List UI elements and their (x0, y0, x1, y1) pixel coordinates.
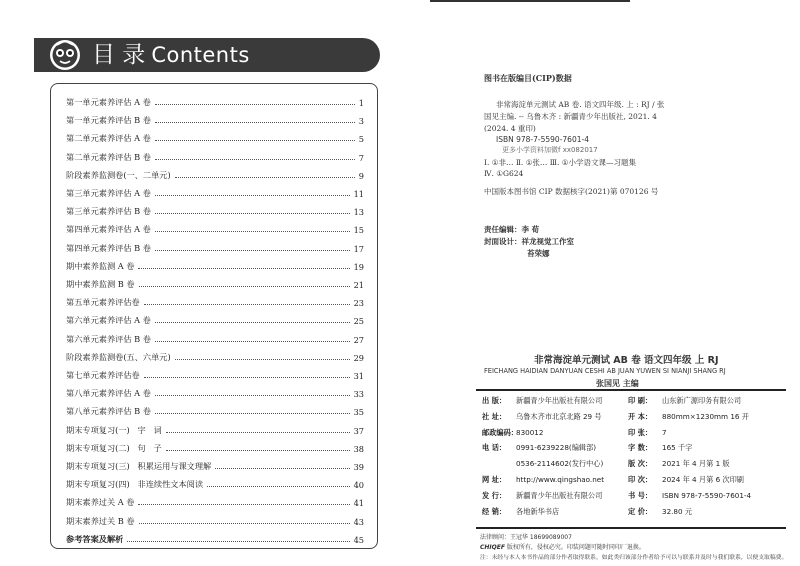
publication-field-label: 网 址： (482, 475, 507, 484)
cip-line5: Ⅰ. ①非… Ⅱ. ①张… Ⅲ. ①小学语文课—习题集 (484, 158, 637, 167)
toc-item[interactable] (66, 456, 364, 472)
toc-item-page: 5 (358, 134, 364, 145)
toc-leader-dots (207, 486, 350, 487)
toc-item-title: 第七单元素养评估卷 (66, 370, 140, 380)
publication-field (482, 475, 604, 485)
toc-item-page: 37 (353, 425, 364, 436)
toc-item-page: 41 (353, 498, 364, 509)
toc-item[interactable] (66, 201, 364, 217)
toc-leader-dots (155, 122, 355, 123)
toc-item[interactable] (66, 347, 364, 363)
book-pinyin: FEICHANG HAIDIAN DANYUAN CESHI AB JUAN YUWEN SI NIANJI SHANG RJ (484, 367, 726, 375)
publication-field-label: 发 行： (482, 490, 507, 500)
toc-item[interactable] (66, 92, 364, 108)
toc-item-page: 45 (353, 534, 364, 545)
publication-field (628, 475, 744, 485)
toc-item-title: 第五单元素养评估卷 (66, 297, 140, 308)
toc-item[interactable] (66, 165, 364, 181)
toc-leader-dots (155, 413, 350, 414)
toc-item-title: 期中素养监测 A 卷 (66, 260, 135, 271)
mascot-icon (48, 38, 82, 72)
toc-item-title: 第八单元素养评估 B 卷 (66, 406, 151, 417)
toc-item[interactable] (66, 274, 364, 290)
toc-leader-dots (166, 450, 350, 451)
toc-item[interactable] (66, 383, 364, 399)
copyright-text: 版权所有，侵权必究。印装问题可随时同印厂退换。 (506, 544, 645, 551)
toc-item[interactable] (66, 420, 364, 436)
toc-item[interactable] (66, 492, 364, 508)
toc-item[interactable] (66, 110, 364, 126)
toc-item-title: 第六单元素养评估 A 卷 (66, 315, 151, 326)
legal-advisor: 法律顾问：王冠华 18699089007 (480, 534, 572, 541)
publication-field-value: 新疆青少年出版社有限公司 (516, 490, 603, 500)
book-chief-editor: 张国见 主编 (596, 379, 639, 388)
toc-leader-dots (139, 286, 350, 287)
publication-field (628, 507, 692, 517)
toc-item-title: 期末素养过关 B 卷 (66, 515, 135, 526)
toc-leader-dots (127, 541, 349, 542)
toc-item-title: 期末专项复习(二) 句 子 (66, 442, 162, 453)
book-title: 非常海淀单元测试 AB 卷 语文四年级 上 RJ (534, 355, 719, 366)
publication-field-value: http://www.qingshao.net (516, 475, 605, 484)
publication-field (482, 412, 602, 422)
toc-item[interactable] (66, 256, 364, 272)
publication-field (482, 428, 543, 438)
toc-item[interactable] (66, 147, 364, 163)
toc-leader-dots (175, 177, 355, 178)
publication-field-label: 印 张： (628, 427, 653, 437)
cip-watermark: 更多小学资料加微f xx082017 (502, 146, 598, 154)
toc-leader-dots (155, 213, 350, 214)
pub-bottom-rule (476, 527, 786, 529)
toc-item[interactable] (66, 511, 364, 527)
toc-leader-dots (138, 504, 349, 505)
author-notice: 注：未经与本人本书作品的部分作者取得联系，如此类归该部分作者给予可以与联系并及时与我们联系，以便支取稿费。 (480, 555, 788, 561)
toc-item-page: 3 (358, 116, 364, 127)
toc-item-title: 阶段素养监测卷(五、六单元) (66, 351, 171, 362)
publication-field-value: 2021 年 4 月第 1 版 (662, 459, 730, 469)
toc-item-title: 第三单元素养评估 A 卷 (66, 188, 151, 198)
publication-field (628, 491, 751, 501)
publication-field-label: 电 话： (482, 443, 507, 453)
toc-item[interactable] (66, 310, 364, 326)
publication-field (482, 459, 603, 469)
toc-item[interactable] (66, 401, 364, 417)
toc-item-page: 35 (353, 407, 364, 418)
publication-field-label: 经 销： (482, 506, 507, 516)
toc-item[interactable] (66, 128, 364, 144)
toc-leader-dots (155, 322, 350, 323)
toc-item-title: 参考答案及解析 (66, 533, 124, 544)
toc-item-page: 38 (353, 443, 364, 454)
toc-leader-dots (166, 432, 350, 433)
chiqef-logo: CHIQEF (480, 544, 505, 551)
publication-field-label: 印 刷： (628, 396, 653, 405)
publication-field-value: 0991-6239228(编辑部) (516, 443, 597, 453)
publication-field-value: 2024 年 4 月第 6 次印刷 (662, 475, 744, 484)
cip-line6: Ⅳ. ①G624 (484, 169, 524, 178)
publication-field-value: 32.80 元 (662, 506, 693, 516)
toc-item-title: 第一单元素养评估 B 卷 (66, 115, 151, 126)
publication-field-value: 各地新华书店 (516, 506, 560, 516)
toc-item-title: 第四单元素养评估 A 卷 (66, 224, 151, 235)
publication-field-value: 830012 (516, 427, 544, 437)
publication-field (628, 396, 741, 406)
toc-leader-dots (155, 104, 355, 105)
toc-title-cn: 目 录 (92, 42, 146, 68)
publication-field-value: 7 (662, 427, 667, 437)
toc-leader-dots (175, 359, 350, 360)
toc-item-page: 25 (353, 316, 364, 327)
toc-leader-dots (144, 304, 350, 305)
publication-field (628, 428, 667, 438)
publication-field (628, 443, 692, 453)
toc-item[interactable] (66, 474, 364, 490)
publication-field (482, 507, 559, 517)
cip-heading: 图书在版编目(CIP)数据 (484, 73, 572, 83)
toc-item-page: 9 (358, 170, 364, 181)
publication-field-label: 版 次： (628, 459, 653, 469)
toc-item[interactable] (66, 529, 364, 545)
toc-leader-dots (155, 395, 350, 396)
publication-field-label: 印 次： (628, 475, 653, 484)
toc-item-title: 期末素养过关 A 卷 (66, 497, 135, 508)
publication-field (628, 459, 730, 469)
toc-leader-dots (215, 468, 349, 469)
toc-item[interactable] (66, 183, 364, 199)
cip-line3: (2024. 4 重印) (484, 124, 536, 133)
publication-field-value: 山东新广源印务有限公司 (662, 396, 742, 405)
toc-item[interactable] (66, 438, 364, 454)
toc-item-page: 43 (353, 516, 364, 527)
publication-field-label: 定 价： (628, 506, 653, 516)
publication-field-value: 0536-2114602(发行中心) (516, 459, 604, 469)
toc-leader-dots (144, 377, 350, 378)
cip-line1: 非常海淀单元测试 AB 卷. 语文四年级. 上 : RJ / 张 (496, 100, 665, 109)
publication-field-value: 新疆青少年出版社有限公司 (516, 396, 603, 405)
publication-field-label: 社 址： (482, 411, 507, 421)
toc-leader-dots (155, 140, 355, 141)
toc-item-title: 第四单元素养评估 B 卷 (66, 242, 151, 253)
toc-item-page: 1 (358, 98, 364, 108)
toc-item-title: 第一单元素养评估 A 卷 (66, 97, 151, 107)
publication-field-label: 邮政编码： (482, 427, 518, 437)
cip-line2: 国见主编. -- 乌鲁木齐 : 新疆青少年出版社, 2021. 4 (484, 112, 657, 121)
toc-item-page: 40 (353, 480, 364, 491)
toc-item-title: 阶段素养监测卷(一、二单元) (66, 169, 171, 180)
toc-item-page: 33 (353, 389, 364, 400)
toc-leader-dots (155, 250, 350, 251)
toc-item-page: 23 (353, 298, 364, 309)
toc-item-page: 17 (353, 243, 364, 254)
publication-field-label: 书 号： (628, 490, 653, 500)
cover-design-2: 苔荣娜 (527, 249, 550, 258)
toc-leader-dots (155, 231, 350, 232)
publication-field (482, 491, 602, 501)
publication-field-value: 乌鲁木齐市北京北路 29 号 (516, 411, 602, 421)
publication-field-label: 开 本： (628, 411, 653, 421)
toc-item-title: 第二单元素养评估 B 卷 (66, 151, 151, 162)
toc-leader-dots (139, 523, 350, 524)
toc-item-page: 27 (353, 334, 364, 345)
toc-item-page: 31 (353, 371, 364, 381)
publication-field (628, 412, 749, 422)
toc-item-page: 15 (353, 225, 364, 236)
toc-item-page: 39 (353, 462, 364, 472)
toc-leader-dots (155, 195, 350, 196)
toc-leader-dots (155, 341, 350, 342)
toc-title-en: Contents (151, 43, 250, 67)
cip-record: 中国版本图书馆 CIP 数据核字(2021)第 070126 号 (484, 187, 659, 196)
toc-item-title: 期中素养监测 B 卷 (66, 279, 135, 289)
toc-item-title: 期末专项复习(四) 非连续性文本阅读 (66, 479, 204, 490)
page-top-edge (430, 0, 630, 8)
toc-item-title: 第八单元素养评估 A 卷 (66, 388, 151, 399)
toc-leader-dots (155, 159, 355, 160)
toc-item[interactable] (66, 219, 364, 235)
publication-field (482, 396, 602, 406)
pub-top-rule (476, 389, 786, 391)
toc-item-page: 19 (353, 261, 364, 272)
copyright-notice (480, 542, 645, 551)
publication-field-value: 165 千字 (662, 443, 693, 453)
toc-item-page: 21 (353, 280, 364, 290)
publication-field-label: 出 版： (482, 396, 507, 405)
toc-item-title: 期末专项复习(一) 字 词 (66, 424, 162, 435)
cover-design: 封面设计：祥龙视觉工作室 (484, 237, 574, 246)
toc-item-page: 7 (358, 152, 364, 163)
toc-item-page: 11 (353, 189, 364, 199)
toc-item[interactable] (66, 292, 364, 308)
toc-item[interactable] (66, 238, 364, 254)
publication-field-label: 字 数： (628, 443, 653, 453)
responsible-editor: 责任编辑：李 荀 (484, 225, 540, 234)
toc-leader-dots (138, 268, 349, 269)
toc-item-page: 29 (353, 352, 364, 363)
publication-field (482, 443, 596, 453)
toc-title (92, 40, 250, 70)
publication-field-value: ISBN 978-7-5590-7601-4 (662, 490, 752, 500)
toc-item[interactable] (66, 365, 364, 381)
toc-item-title: 第三单元素养评估 B 卷 (66, 206, 151, 217)
toc-item-title: 期末专项复习(三) 积累运用与课文理解 (66, 461, 212, 471)
toc-item-page: 13 (353, 207, 364, 218)
toc-item[interactable] (66, 329, 364, 345)
cip-isbn: ISBN 978-7-5590-7601-4 (496, 135, 589, 144)
toc-item-title: 第六单元素养评估 B 卷 (66, 333, 151, 344)
toc-item-title: 第二单元素养评估 A 卷 (66, 133, 151, 144)
publication-field-value: 880mm×1230mm 16 开 (662, 411, 749, 421)
